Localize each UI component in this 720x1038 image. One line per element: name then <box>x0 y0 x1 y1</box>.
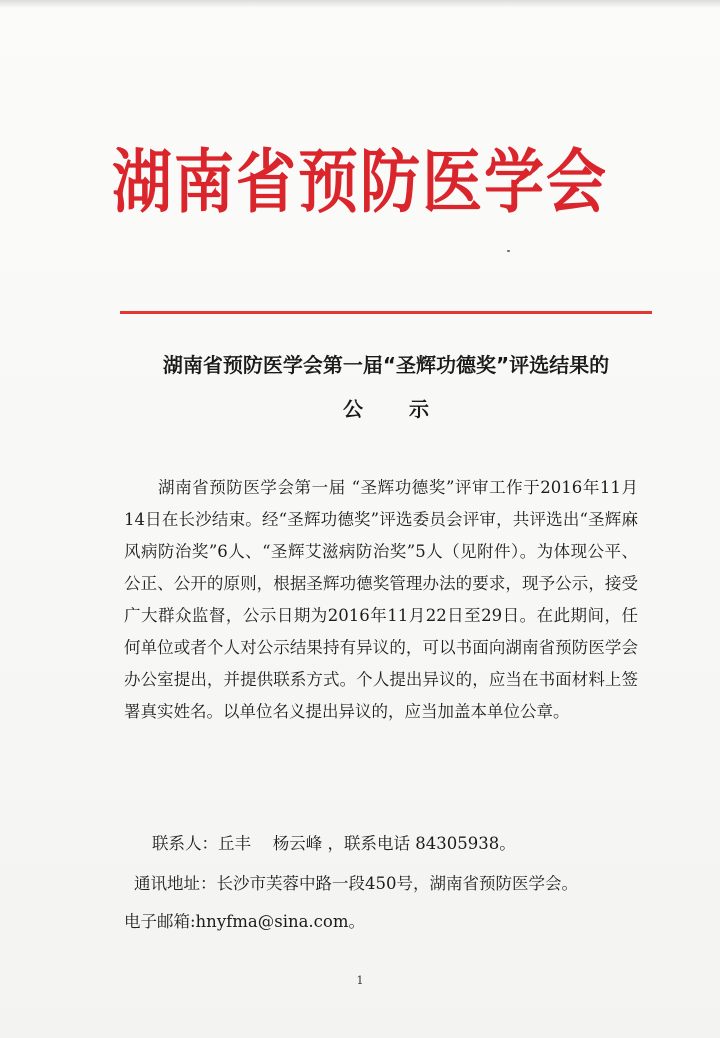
address-line: 通讯地址：长沙市芙蓉中路一段450号，湖南省预防医学会。 <box>134 874 578 893</box>
contact-line: 联系人：丘丰 杨云峰 ，联系电话 84305938。 <box>152 834 516 853</box>
letterhead-org-name: 湖南省预防医学会 <box>112 142 608 223</box>
document-title: 湖南省预防医学会第一届“圣辉功德奖”评选结果的 <box>162 353 610 377</box>
document-body-paragraph: 湖南省预防医学会第一届 “圣辉功德奖”评审工作于2016年11月14日在长沙结束。经“圣辉功德奖”评选委员会评审，共评选出“圣辉麻风病防治奖”6人、“圣辉艾滋病防治奖”5人（见附件）。为体现公平、公正、公开的原则，根据圣辉功德奖管理办法的要求，现予公示，接受广大群众监督，公示日期为2016年11月22日至29日。在此期间，任何单位或者个人对公示结果持有异议的，可以书面向湖南省预防医学会办公室提出，并提供联系方式。个人提出异议的，应当在书面材料上签署真实姓名。以单位名义提出异议的，应当加盖本单位公章。 <box>124 478 638 721</box>
document-subtitle: 公示 <box>343 397 475 421</box>
scan-edge-shadow <box>0 0 720 8</box>
scan-speck <box>507 250 510 252</box>
page-number: 1 <box>356 974 364 987</box>
email-line: 电子邮箱:hnyfma@sina.com。 <box>124 912 365 931</box>
letterhead-red-rule <box>120 311 652 314</box>
